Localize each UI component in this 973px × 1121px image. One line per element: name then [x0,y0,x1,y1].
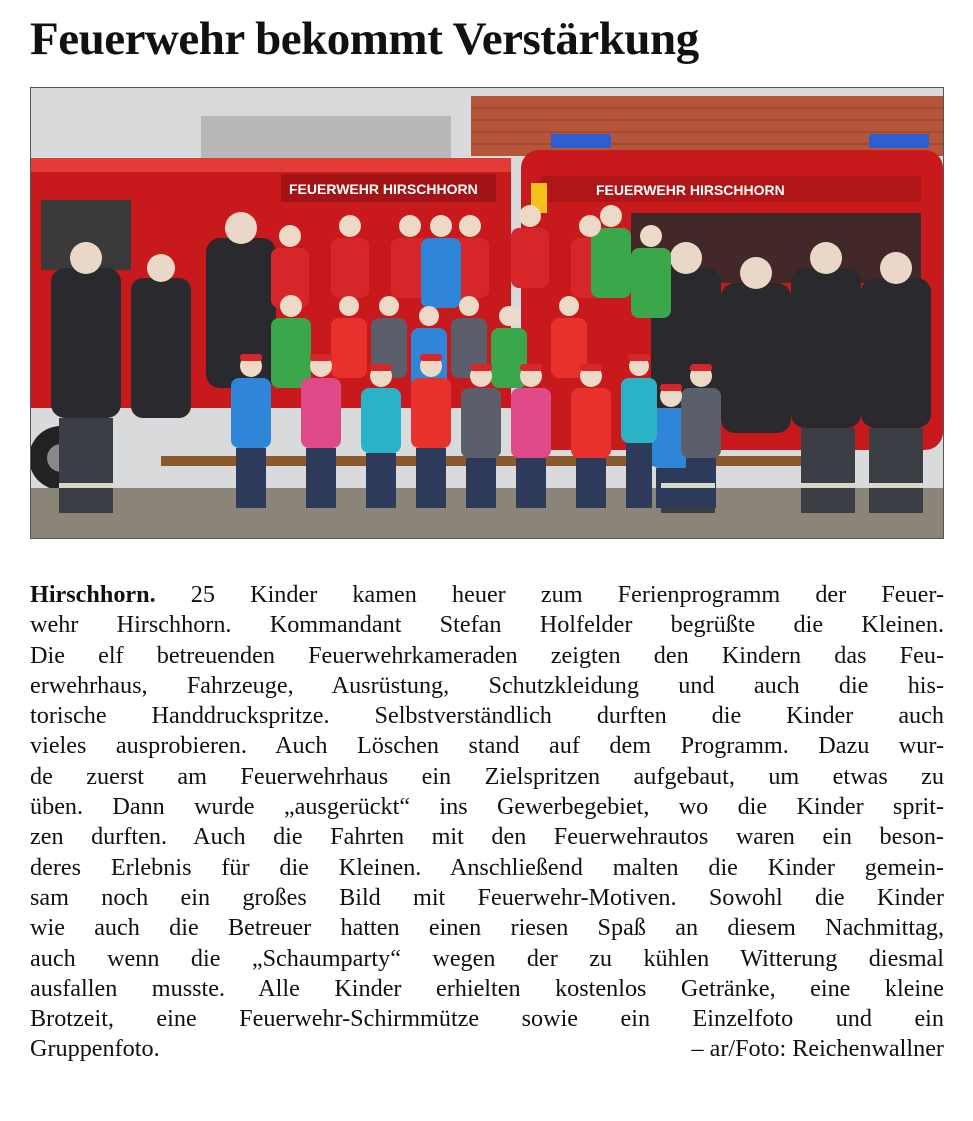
article-line: ausfallen musste. Alle Kinder erhielten kostenlos Getränke, eine kleine [30,974,944,1002]
group-photo [30,87,944,539]
article-line: zen durften. Auch die Fahrten mit den Feuerwehrautos waren ein beson- [30,823,944,851]
article-line: auch wenn die „Schaumparty“ wegen der zu kühlen Witterung diesmal [30,944,944,972]
photo-credit: – ar/Foto: Reichenwallner [691,1035,944,1063]
headline: Feuerwehr bekommt Verstärkung [30,13,699,65]
article-line: sam noch ein großes Bild mit Feuerwehr-Motiven. Sowohl die Kinder [30,883,944,911]
article-line: wehr Hirschhorn. Kommandant Stefan Holfelder begrüßte die Kleinen. [30,611,944,639]
article-line: torische Handdruckspritze. Selbstverständlich durften die Kinder auch [30,702,944,730]
article-body [30,580,944,1065]
article-line: vieles ausprobieren. Auch Löschen stand auf dem Programm. Dazu wur- [30,732,944,760]
article-line: Die elf betreuenden Feuerwehrkameraden zeigten den Kindern das Feu- [30,641,944,669]
article-line: deres Erlebnis für die Kleinen. Anschließend malten die Kinder gemein- [30,853,944,881]
article-line-1-text: 25 Kinder kamen heuer zum Ferienprogramm der Feuer- [190,581,944,608]
article-line: üben. Dann wurde „ausgerückt“ ins Gewerbegebiet, wo die Kinder sprit- [30,793,944,821]
article-line: wie auch die Betreuer hatten einen riesen Spaß an diesem Nachmittag, [30,914,944,942]
dateline: Hirschhorn. [30,581,156,608]
article-line: de zuerst am Feuerwehrhaus ein Zielspritzen aufgebaut, um etwas zu [30,762,944,790]
truck-right-lettering: FEUERWEHR HIRSCHHORN [596,182,785,198]
article-line: erwehrhaus, Fahrzeuge, Ausrüstung, Schutzkleidung und auch die his- [30,671,944,699]
truck-left-lettering: FEUERWEHR HIRSCHHORN [289,181,478,197]
article-last-line [30,1034,944,1064]
article-line-1 [30,580,944,610]
article-last-line-text: Gruppenfoto. [30,1035,160,1063]
article-line: Brotzeit, eine Feuerwehr-Schirmmütze sowie ein Einzelfoto und ein [30,1005,944,1033]
